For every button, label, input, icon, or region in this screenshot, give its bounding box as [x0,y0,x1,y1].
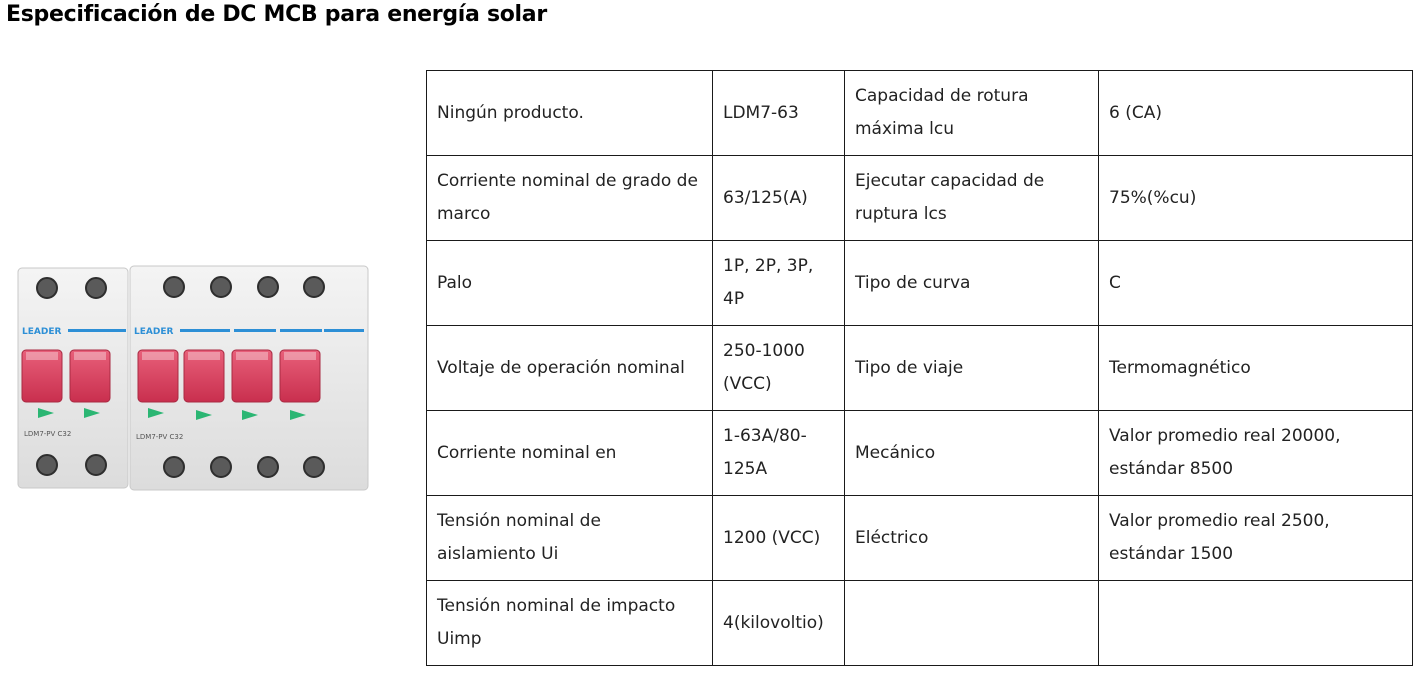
table-cell: 63/125(A) [713,156,845,241]
table-cell: Valor promedio real 20000, estándar 8500 [1099,411,1413,496]
table-cell: Voltaje de operación nominal [427,326,713,411]
table-cell: 250-1000 (VCC) [713,326,845,411]
table-cell: Eléctrico [845,496,1099,581]
table-cell: Corriente nominal en [427,411,713,496]
table-cell: Valor promedio real 2500, estándar 1500 [1099,496,1413,581]
table-cell: Ningún producto. [427,71,713,156]
table-cell: Palo [427,241,713,326]
table-cell: C [1099,241,1413,326]
table-cell: 6 (CA) [1099,71,1413,156]
table-cell: Tipo de curva [845,241,1099,326]
table-cell: Termomagnético [1099,326,1413,411]
right-brand-mark: LEADER [134,327,174,337]
left-module-label: LDM7-PV C32 [24,430,72,438]
table-row [427,496,1413,581]
table-cell: Ejecutar capacidad de ruptura lcs [845,156,1099,241]
table-cell: Tipo de viaje [845,326,1099,411]
table-cell: Capacidad de rotura máxima lcu [845,71,1099,156]
dc-mcb-product-image [14,262,372,494]
right-module-label: LDM7-PV C32 [136,433,184,441]
table-cell: LDM7-63 [713,71,845,156]
table-cell: Corriente nominal de grado de marco [427,156,713,241]
table-row [427,326,1413,411]
table-cell: 1-63A/80-125A [713,411,845,496]
specification-table [426,70,1413,666]
table-cell: 75%(%cu) [1099,156,1413,241]
table-cell: Mecánico [845,411,1099,496]
table-cell: 4(kilovoltio) [713,581,845,666]
table-cell [1099,581,1413,666]
table-row [427,241,1413,326]
page-title: Especificación de DC MCB para energía solar [6,2,547,27]
table-row [427,581,1413,666]
table-cell: 1200 (VCC) [713,496,845,581]
table-cell: Tensión nominal de aislamiento Ui [427,496,713,581]
left-brand-mark: LEADER [22,327,62,337]
table-row [427,411,1413,496]
table-cell: 1P, 2P, 3P, 4P [713,241,845,326]
table-row [427,156,1413,241]
table-cell [845,581,1099,666]
table-row [427,71,1413,156]
table-cell: Tensión nominal de impacto Uimp [427,581,713,666]
